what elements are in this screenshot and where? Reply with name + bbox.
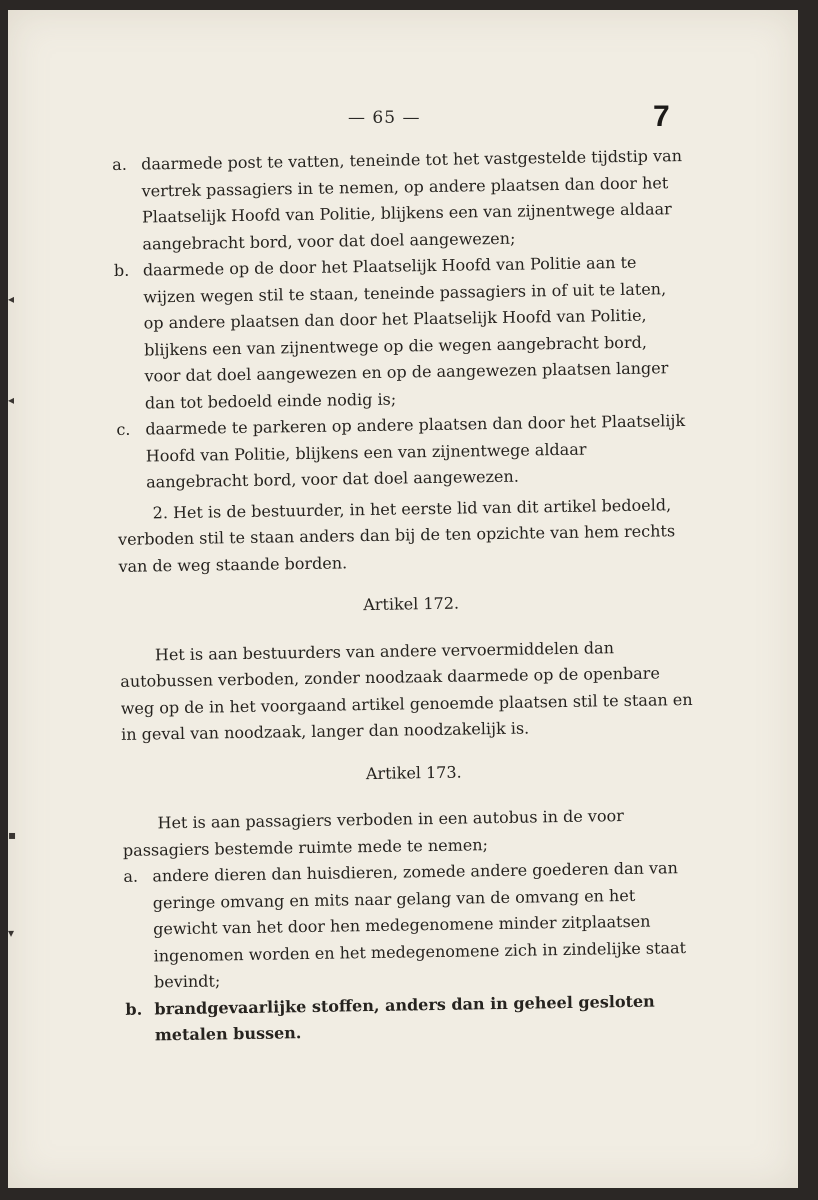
list-marker: a. <box>112 154 127 174</box>
paragraph: Het is aan passagiers verboden in een autobus in de voor passagiers bestemde ruimte mede te nemen; <box>122 806 624 860</box>
page-header <box>8 102 798 138</box>
list-item-text: daarmede post te vatten, teneinde tot het vastgestelde tijdstip van vertrek passagiers in te nemen, op andere plaatsen dan door het Plaatselijk Hoofd van Politie, blijkens een van zijnentwege aldaar aangebracht bord, voor dat doel aangewezen; <box>141 146 683 254</box>
list-marker: b. <box>125 999 143 1019</box>
document-page <box>8 10 798 1188</box>
list-item <box>123 855 697 996</box>
sheet-number: 7 <box>653 100 670 133</box>
paragraph: Het is aan bestuurders van andere vervoermiddelen dan autobussen verboden, zonder noodzaak daarmede op de openbare weg op de in het voorgaand artikel genoemde plaatsen stil te staan en in geval van noodzaak, langer dan noodzakelijk is. <box>120 637 693 744</box>
paragraph: 2. Het is de bestuurder, in het eerste lid van dit artikel bedoeld, verboden stil te staan anders dan bij de ten opzichte van hem rechts van de weg staande borden. <box>117 494 676 576</box>
margin-mark: ▾ <box>8 926 15 940</box>
article-heading: Artikel 173. <box>365 762 462 783</box>
list-item <box>125 987 698 1049</box>
list-marker: c. <box>116 419 131 439</box>
list-item-text: daarmede te parkeren op andere plaatsen dan door het Plaatselijk Hoofd van Politie, blijkens een van zijnentwege aldaar aangebracht bord, voor dat doel aangewezen. <box>145 411 686 492</box>
list-item <box>112 143 686 258</box>
list-item-text: andere dieren dan huisdieren, zomede andere goederen dan van geringe omvang en mits naar gelang van de omvang en het gewicht van het door hen medegenomene minder zitplaatsen ingenomen worden en het medegenomene zich in zindelijke staat bevindt; <box>152 858 687 992</box>
list-item-text: daarmede op de door het Plaatselijk Hoofd van Politie aan te wijzen wegen stil te staan, teneinde passagiers in of uit te laten, op andere plaatsen dan door het Plaatselijk Hoofd van Politie, blijkens een van zijnentwege op die wegen aangebracht bord, voor dat doel aangewezen en op de aangewezen plaatsen langer dan tot bedoeld einde nodig is; <box>142 252 669 413</box>
margin-mark: ◂ <box>8 393 15 407</box>
page-number: — 65 — <box>348 108 421 128</box>
list-marker: b. <box>113 260 130 280</box>
list-item-text: brandgevaarlijke stoffen, anders dan in geheel gesloten metalen bussen. <box>154 991 655 1045</box>
list-marker: a. <box>123 866 139 886</box>
article-heading: Artikel 172. <box>363 593 460 615</box>
list-item <box>114 249 688 417</box>
margin-mark: ▪ <box>8 828 17 842</box>
document-body <box>112 143 698 1049</box>
margin-mark: ◂ <box>8 292 15 306</box>
list-item <box>116 408 689 496</box>
